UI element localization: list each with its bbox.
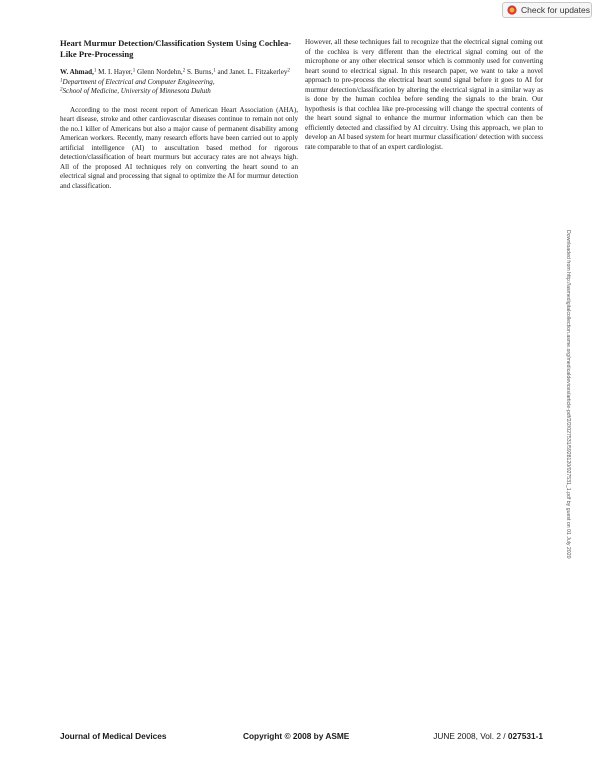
author-sup: 1 xyxy=(93,68,97,74)
footer-page-number: 027531-1 xyxy=(507,731,543,741)
check-updates-icon xyxy=(507,5,517,15)
affiliation xyxy=(60,78,298,88)
check-for-updates-label: Check for updates xyxy=(521,5,590,15)
author-name: M. I. Hayer, xyxy=(96,68,133,76)
footer-journal: Journal of Medical Devices xyxy=(60,731,167,741)
check-for-updates-button[interactable] xyxy=(502,2,592,18)
author-sup: 1 xyxy=(132,68,136,74)
left-column xyxy=(60,38,298,199)
affiliation xyxy=(60,87,298,97)
footer-copyright: Copyright © 2008 by ASME xyxy=(243,731,350,741)
affiliation-sup: 2 xyxy=(60,87,63,93)
page-footer xyxy=(60,731,543,743)
affiliation-text: Department of Electrical and Computer Engineering, xyxy=(62,77,215,86)
author-name: W. Ahmad, xyxy=(60,68,94,76)
abstract-paragraph-right: However, all these techniques fail to recognize that the electrical signal coming out of the cochlea is very different than the electrical signal coming out of the microphone or any other electrical sensor which is commonly used for converting heart sound to electrical signal. In this research paper, we want to take a novel approach to pre-process the electrical heart sound signal before it goes to AI for murmur detection/classification by altering the electrical signal in a similar way as is done by the human cochlea before sending the signals to the brain. Our hypothesis is that cochlea like pre-processing will change the spectral contents of the heart sound signal to enhance the murmur information which can then be efficiently detected and classified by AI circuitry. Using this approach, we plan to develop an AI based system for heart murmur classification/ detection with success rate comparable to that of an expert cardiologist. xyxy=(305,38,543,152)
article-title: Heart Murmur Detection/Classification System Using Cochlea-Like Pre-Processing xyxy=(60,38,292,59)
author-name: and Janet. L. Fitzakerley xyxy=(215,68,288,76)
footer-issue-text: JUNE 2008, Vol. 2 xyxy=(433,731,501,741)
footer-separator: / xyxy=(501,731,508,741)
abstract-paragraph-left: According to the most recent report of American Heart Association (AHA), heart disease, stroke and other cardiovascular diseases continue to remain not only the no.1 killer of Americans but also a major cause of permanent disability among American workers. Recently, many research efforts have been carried out to apply artificial intelligence (AI) to auscultation based method for rigorous detection/classification of heart murmurs but accuracy rates are not always high. All of the proposed AI techniques rely on converting the heart sound to an electrical signal and processing that signal to optimize the AI for murmur detection and classification. xyxy=(60,105,298,191)
author-sup: 2 xyxy=(182,68,186,74)
author-sup: 2 xyxy=(287,68,290,74)
affiliation-text: School of Medicine, University of Minnesota Duluth xyxy=(62,87,211,96)
download-note: Downloaded from http://asmedigitalcollection.asme.org/medicaldevices/article-pdf/2/2/027531/5928120/027531_1.pdf by guest on 01 July 2020 xyxy=(565,230,571,559)
right-column xyxy=(305,38,543,153)
footer-issue xyxy=(433,731,543,741)
author-sup: 1 xyxy=(213,68,216,74)
author-name: S. Burns, xyxy=(185,68,214,76)
author-list xyxy=(60,68,298,78)
affiliation-sup: 1 xyxy=(60,77,63,83)
author-name: Glenn Nordehn, xyxy=(135,68,183,76)
